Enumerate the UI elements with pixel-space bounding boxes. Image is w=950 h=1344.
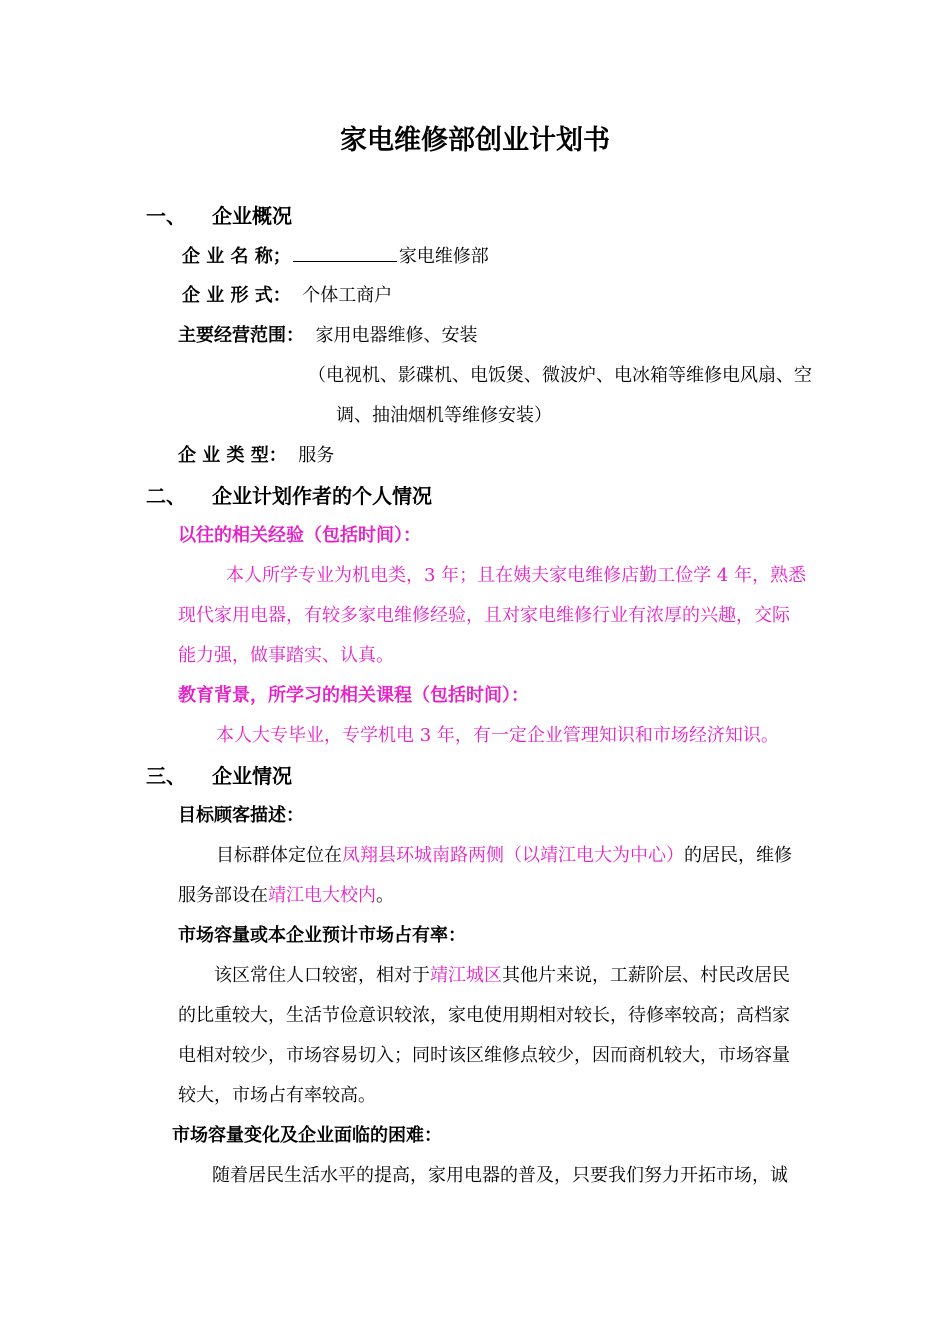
highlight-location: 凤翔县环城南路两侧（以靖江电大为中心）: [342, 845, 684, 866]
education-text: 本人大专毕业，专学机电 3 年，有一定企业管理知识和市场经济知识。: [216, 725, 779, 746]
company-name-value: 家电维修部: [398, 246, 489, 267]
text-segment: 。: [376, 885, 394, 906]
company-type-label: 企 业 类 型：: [178, 445, 287, 466]
experience-line-2: 现代家用电器，有较多家电维修经验，且对家电维修行业有浓厚的兴趣，交际: [178, 605, 790, 626]
section-heading-1: [146, 203, 292, 229]
section-number: 一、: [146, 204, 186, 228]
blank-underline: [293, 243, 397, 262]
business-scope-detail-1: （电视机、影碟机、电饭煲、微波炉、电冰箱等维修电风扇、空: [308, 365, 812, 386]
market-change-heading: 市场容量变化及企业面临的困难：: [172, 1125, 442, 1146]
company-form-value: 个体工商户: [302, 285, 393, 306]
market-share-line-1: [214, 963, 790, 989]
text-segment: 该区常住人口较密，相对于: [214, 965, 430, 986]
section-title: 企业计划作者的个人情况: [212, 484, 432, 508]
experience-heading: 以往的相关经验（包括时间）：: [178, 525, 421, 546]
business-scope-detail-2: 调、抽油烟机等维修安装）: [336, 405, 552, 426]
market-share-line-3: 电相对较少，市场容易切入；同时该区维修点较少，因而商机较大，市场容量: [178, 1045, 790, 1066]
target-customer-line-2: [178, 883, 394, 909]
company-type-row: [178, 443, 334, 469]
section-number: 三、: [146, 764, 186, 788]
text-segment: 的居民，维修: [684, 845, 792, 866]
company-name-row: [182, 243, 489, 270]
target-customer-heading: 目标顾客描述：: [178, 805, 304, 826]
market-share-line-4: 较大，市场占有率较高。: [178, 1085, 376, 1106]
target-customer-line-1: [216, 843, 792, 869]
section-heading-2: [146, 483, 432, 509]
text-segment: 服务部设在: [178, 885, 268, 906]
text-segment: 其他片来说，工薪阶层、村民改居民: [502, 965, 790, 986]
highlight-location: 靖江城区: [430, 965, 502, 986]
section-title: 企业情况: [212, 764, 292, 788]
section-heading-3: [146, 763, 292, 789]
section-title: 企业概况: [212, 204, 292, 228]
company-type-value: 服务: [298, 445, 335, 466]
text-segment: 目标群体定位在: [216, 845, 342, 866]
section-number: 二、: [146, 484, 186, 508]
business-scope-label: 主要经营范围：: [178, 325, 304, 346]
market-share-heading: 市场容量或本企业预计市场占有率：: [178, 925, 466, 946]
education-heading: 教育背景，所学习的相关课程（包括时间）：: [178, 685, 529, 706]
company-form-label: 企 业 形 式：: [182, 285, 291, 306]
market-share-line-2: 的比重较大，生活节俭意识较浓，家电使用期相对较长，待修率较高；高档家: [178, 1005, 790, 1026]
business-scope-row: [178, 323, 477, 349]
document-title: 家电维修部创业计划书: [340, 125, 610, 156]
highlight-location: 靖江电大校内: [268, 885, 376, 906]
business-scope-value: 家用电器维修、安装: [315, 325, 478, 346]
market-change-line-1: 随着居民生活水平的提高，家用电器的普及，只要我们努力开拓市场，诚: [212, 1165, 788, 1186]
experience-line-1: 本人所学专业为机电类，3 年；且在姨夫家电维修店勤工俭学 4 年，熟悉: [226, 565, 807, 586]
company-form-row: [182, 283, 392, 309]
experience-line-3: 能力强，做事踏实、认真。: [178, 645, 394, 666]
company-name-label: 企 业 名 称；: [182, 246, 291, 267]
